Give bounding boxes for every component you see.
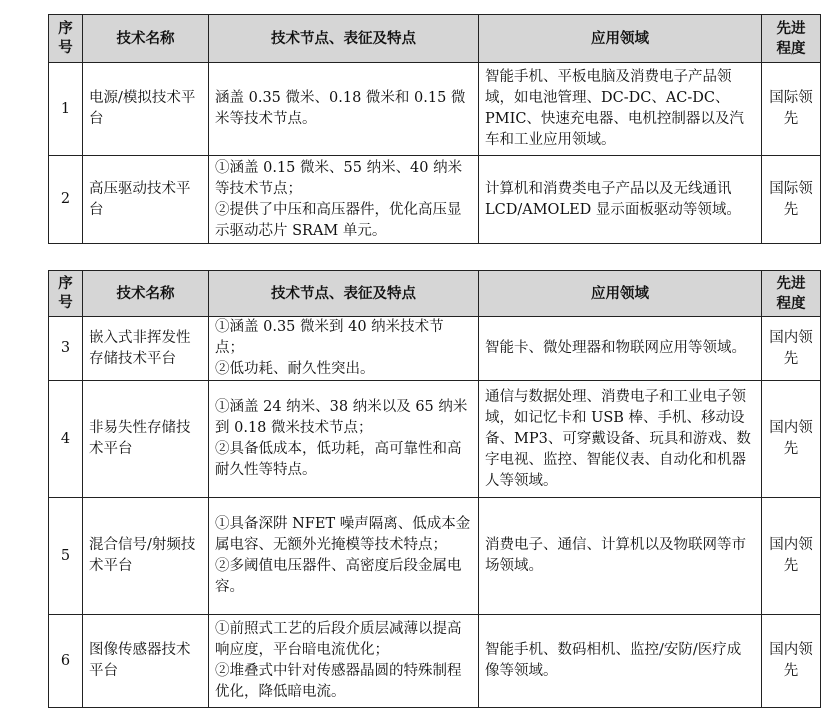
feature-line: ①前照式工艺的后段介质层减薄以提高响应度，平台暗电流优化； [215,621,462,658]
row-level: 国内领先 [762,317,821,381]
row-features [209,498,479,615]
row-level: 国内领先 [762,615,821,708]
table-row [49,156,821,244]
row-features: 涵盖 0.35 微米、0.18 微米和 0.15 微米等技术节点。 [209,63,479,156]
header-level: 先进程度 [762,15,821,63]
feature-line: ②具备低成本，低功耗，高可靠性和高耐久性等特点。 [215,441,462,478]
table-row [49,381,821,498]
row-application: 智能卡、微处理器和物联网应用等领域。 [479,317,762,381]
table-row [49,498,821,615]
feature-line: ①涵盖 24 纳米、38 纳米以及 65 纳米到 0.18 微米技术节点； [215,399,468,436]
row-application: 智能手机、数码相机、监控/安防/医疗成像等领域。 [479,615,762,708]
row-features [209,381,479,498]
header-features: 技术节点、表征及特点 [209,271,479,317]
row-no: 4 [49,381,83,498]
row-tech-name: 电源/模拟技术平台 [83,63,209,156]
header-no: 序号 [49,15,83,63]
row-no: 5 [49,498,83,615]
row-no: 3 [49,317,83,381]
row-application: 消费电子、通信、计算机以及物联网等市场领域。 [479,498,762,615]
table-row [49,317,821,381]
row-features [209,317,479,381]
row-level: 国际领先 [762,156,821,244]
row-application: 智能手机、平板电脑及消费电子产品领域，如电池管理、DC-DC、AC-DC、PMIC、快速充电器、电机控制器以及汽车和工业应用领域。 [479,63,762,156]
table-header-row [49,271,821,317]
tech-table-2 [48,270,821,708]
row-tech-name: 非易失性存储技术平台 [83,381,209,498]
feature-line: ②堆叠式中针对传感器晶圆的特殊制程优化，降低暗电流。 [215,663,462,700]
row-tech-name: 混合信号/射频技术平台 [83,498,209,615]
row-level: 国内领先 [762,381,821,498]
header-name: 技术名称 [83,15,209,63]
row-features [209,156,479,244]
row-tech-name: 嵌入式非挥发性存储技术平台 [83,317,209,381]
row-tech-name: 高压驱动技术平台 [83,156,209,244]
tech-table-1 [48,14,821,244]
row-level: 国际领先 [762,63,821,156]
row-no: 6 [49,615,83,708]
header-no: 序号 [49,271,83,317]
feature-line: ①具备深阱 NFET 噪声隔离、低成本金属电容、无额外光掩模等技术特点； [215,516,471,553]
header-level: 先进程度 [762,271,821,317]
table-header-row [49,15,821,63]
feature-line: ②低功耗、耐久性突出。 [215,361,375,377]
feature-line: ①涵盖 0.35 微米到 40 纳米技术节点； [215,319,444,356]
feature-line: ①涵盖 0.15 微米、55 纳米、40 纳米等技术节点； [215,159,463,197]
table-row [49,615,821,708]
header-application: 应用领域 [479,271,762,317]
feature-line: ②多阈值电压器件、高密度后段金属电容。 [215,558,462,595]
row-application: 通信与数据处理、消费电子和工业电子领域，如记忆卡和 USB 棒、手机、移动设备、MP3、可穿戴设备、玩具和游戏、数字电视、监控、智能仪表、自动化和机器人等领域。 [479,381,762,498]
table-row [49,63,821,156]
row-application: 计算机和消费类电子产品以及无线通讯 LCD/AMOLED 显示面板驱动等领域。 [479,156,762,244]
row-features [209,615,479,708]
feature-line: ②提供了中压和高压器件，优化高压显示驱动芯片 SRAM 单元。 [215,201,462,239]
row-no: 2 [49,156,83,244]
row-tech-name: 图像传感器技术平台 [83,615,209,708]
header-application: 应用领域 [479,15,762,63]
header-features: 技术节点、表征及特点 [209,15,479,63]
header-name: 技术名称 [83,271,209,317]
row-no: 1 [49,63,83,156]
row-level: 国内领先 [762,498,821,615]
